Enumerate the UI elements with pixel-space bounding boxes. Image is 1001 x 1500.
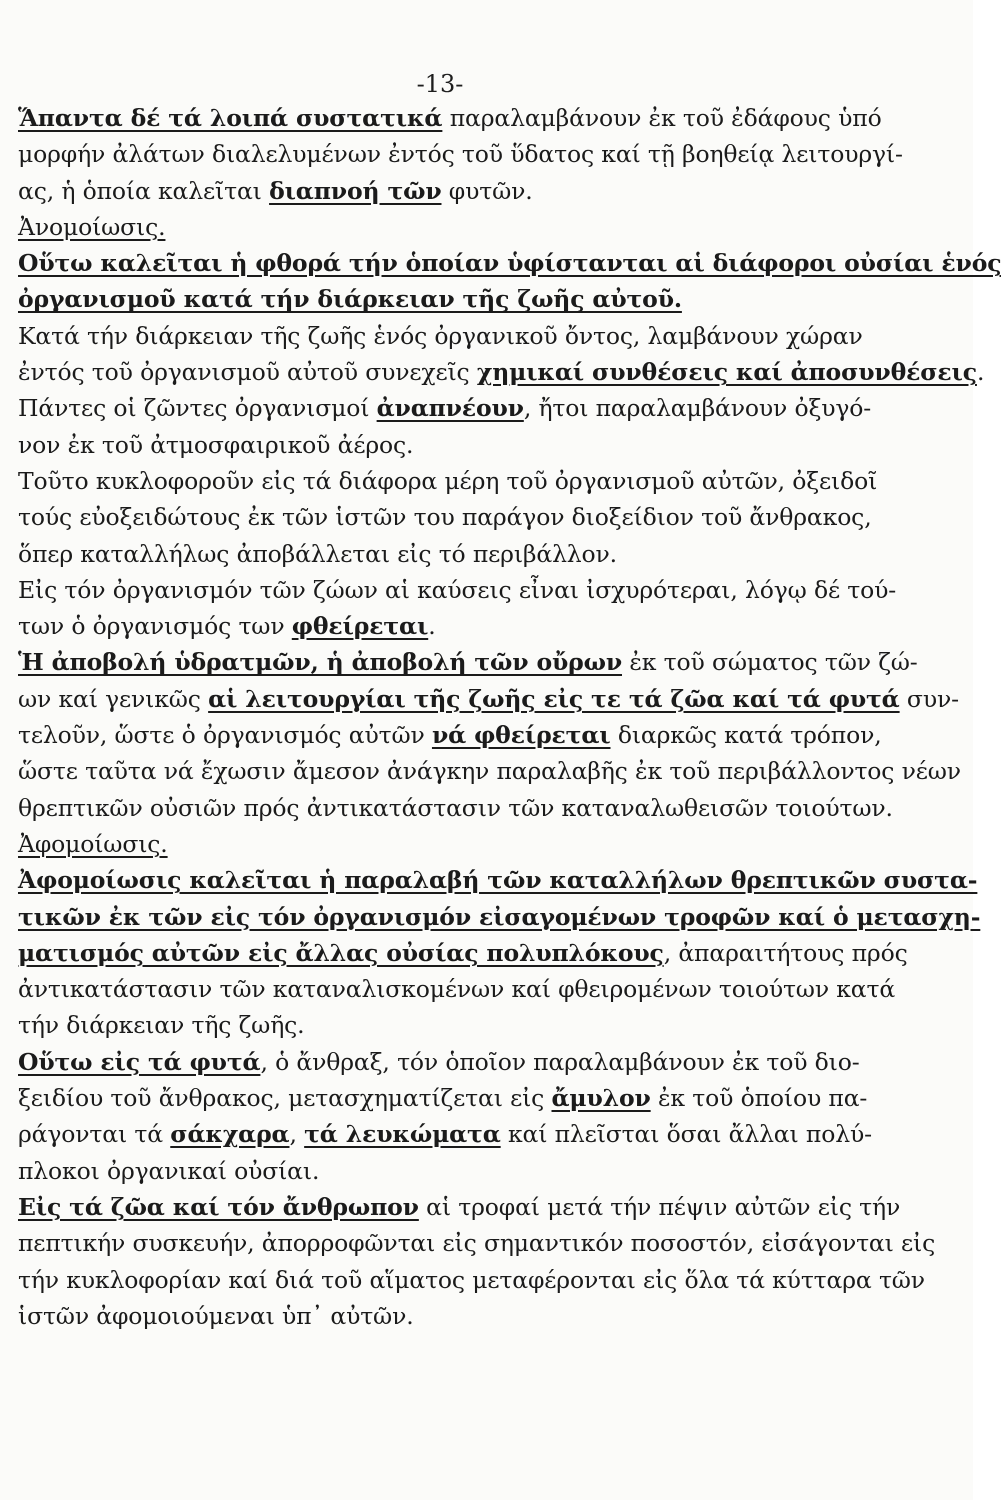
text-line <box>18 1044 958 1080</box>
text-line <box>18 899 981 935</box>
text-line <box>18 463 958 499</box>
underlined-phrase: αἱ λειτουργίαι τῆς ζωῆς εἰς τε τά ζῶα καί τά φυτά <box>208 684 900 713</box>
text-line <box>18 717 958 753</box>
text-segment: τελοῦν, ὥστε ὁ ὀργανισμός αὐτῶν <box>18 721 432 750</box>
underlined-phrase: Οὕτω εἰς τά φυτά <box>18 1047 261 1076</box>
text-segment: τήν διάρκειαν τῆς ζωῆς. <box>18 1011 305 1040</box>
text-segment: ράγονται τά <box>18 1120 171 1149</box>
section-heading: Ἀνομοίωσις. <box>18 212 166 241</box>
text-line <box>18 136 958 172</box>
underlined-phrase: Ἡ ἀποβολή ὑδρατμῶν, ἡ ἀποβολή τῶν οὔρων <box>18 648 622 677</box>
text-segment: ἀντικατάστασιν τῶν καταναλισκομένων καί φθειρομένων τοιούτων κατά <box>18 975 896 1004</box>
text-line <box>18 281 958 317</box>
text-line <box>18 681 958 717</box>
text-segment: ἐντός τοῦ ὀργανισμοῦ αὐτοῦ συνεχεῖς <box>18 358 477 387</box>
body-text <box>18 100 1001 1334</box>
text-line <box>18 971 958 1007</box>
underlined-phrase: ἄμυλον <box>551 1084 651 1113</box>
text-line <box>18 499 958 535</box>
underlined-phrase: τά λευκώματα <box>304 1120 501 1149</box>
underlined-phrase: φθείρεται <box>291 612 429 641</box>
text-line <box>18 354 985 390</box>
text-segment: φυτῶν. <box>441 176 533 205</box>
text-segment: αἱ τροφαί μετά τήν πέψιν αὐτῶν εἰς τήν <box>418 1192 901 1221</box>
text-segment: πεπτικήν συσκευήν, ἀπορροφῶνται εἰς σημαντικόν ποσοστόν, εἰσάγονται εἰς <box>18 1229 936 1258</box>
text-segment: , ἤτοι παραλαμβάνουν ὀξυγό- <box>523 394 872 423</box>
text-segment: παραλαμβάνουν ἐκ τοῦ ἐδάφους ὑπό <box>442 104 882 132</box>
underlined-phrase: διαπνοή τῶν <box>269 176 442 205</box>
text-segment: θρεπτικῶν οὐσιῶν πρός ἀντικατάστασιν τῶν καταναλωθεισῶν τοιούτων. <box>18 793 893 822</box>
text-line <box>18 753 961 789</box>
text-segment: Εἰς τόν ὀργανισμόν τῶν ζώων αἱ καύσεις εἶναι ἰσχυρότεραι, λόγῳ δέ τού- <box>18 575 897 604</box>
underlined-phrase: Ἅπαντα δέ τά λοιπά συστατικά <box>18 104 443 132</box>
text-segment: συν- <box>899 684 959 713</box>
text-line <box>18 826 958 862</box>
text-segment: ας, ἡ ὁποία καλεῖται <box>18 176 270 205</box>
section-heading: Ἀφομοίωσις. <box>18 829 168 858</box>
text-segment: . <box>976 358 985 387</box>
text-line <box>18 608 958 644</box>
text-line <box>18 644 958 680</box>
underlined-phrase: χημικαί συνθέσεις καί ἀποσυνθέσεις <box>476 358 977 387</box>
text-line <box>18 318 958 354</box>
text-line <box>18 427 958 463</box>
text-segment: Κατά τήν διάρκειαν τῆς ζωῆς ἑνός ὀργανικοῦ ὄντος, λαμβάνουν χώραν <box>18 321 863 350</box>
underlined-phrase: τικῶν ἐκ τῶν εἰς τόν ὀργανισμόν εἰσαγομένων τροφῶν καί ὁ μετασχη- <box>18 902 981 931</box>
text-line <box>18 1298 958 1334</box>
text-line <box>18 1080 958 1116</box>
text-line <box>18 1225 958 1261</box>
text-segment: των ὁ ὀργανισμός των <box>18 612 292 641</box>
underlined-phrase: ματισμός αὐτῶν εἰς ἄλλας οὐσίας πολυπλόκους <box>18 938 664 967</box>
text-segment: , <box>289 1120 305 1149</box>
text-line <box>18 390 958 426</box>
text-segment: καί πλεῖσται ὅσαι ἄλλαι πολύ- <box>500 1120 872 1149</box>
text-segment: Τοῦτο κυκλοφοροῦν εἰς τά διάφορα μέρη τοῦ ὀργανισμοῦ αὐτῶν, ὀξειδοῖ <box>18 466 878 495</box>
text-line <box>18 935 958 971</box>
text-segment: ἐκ τοῦ ὁποίου πα- <box>650 1084 868 1113</box>
text-segment: τήν κυκλοφορίαν καί διά τοῦ αἵματος μεταφέρονται εἰς ὅλα τά κύτταρα τῶν <box>18 1265 925 1294</box>
text-line <box>18 209 958 245</box>
text-segment: μορφήν ἀλάτων διαλελυμένων ἐντός τοῦ ὕδατος καί τῇ βοηθείᾳ λειτουργί- <box>18 140 903 169</box>
text-segment: ἱστῶν ἀφομοιούμεναι ὑπ᾽ αὐτῶν. <box>18 1301 414 1330</box>
text-segment: , ὁ ἄνθραξ, τόν ὁποῖον παραλαμβάνουν ἐκ τοῦ διο- <box>260 1047 860 1076</box>
text-segment: ἐκ τοῦ σώματος τῶν ζώ- <box>622 648 918 677</box>
underlined-phrase: Οὕτω καλεῖται ἡ φθορά τήν ὁποίαν ὑφίστανται αἱ διάφοροι οὐσίαι ἑνός <box>18 249 1001 278</box>
text-line <box>18 1189 958 1225</box>
text-line <box>18 1153 958 1189</box>
text-line <box>18 536 958 572</box>
underlined-phrase: ὀργανισμοῦ κατά τήν διάρκειαν τῆς ζωῆς αὐτοῦ. <box>18 285 682 314</box>
text-segment: . <box>428 612 436 641</box>
underlined-phrase: σάκχαρα <box>170 1120 290 1149</box>
underlined-phrase: νά φθείρεται <box>431 721 611 750</box>
text-line <box>18 173 958 209</box>
text-segment: τούς εὐοξειδώτους ἐκ τῶν ἱστῶν του παράγον διοξείδιον τοῦ ἄνθρακος, <box>18 503 872 532</box>
page-number: -13- <box>416 70 464 98</box>
text-line <box>18 862 978 898</box>
text-line <box>18 1116 958 1152</box>
text-segment: ων καί γενικῶς <box>18 684 209 713</box>
text-segment: ξειδίου τοῦ ἄνθρακος, μετασχηματίζεται εἰς <box>18 1084 552 1113</box>
text-segment: , ἀπαραιτήτους πρός <box>663 938 908 967</box>
text-segment: Πάντες οἱ ζῶντες ὀργανισμοί <box>18 394 377 423</box>
text-segment: νον ἐκ τοῦ ἀτμοσφαιρικοῦ ἀέρος. <box>18 430 414 459</box>
text-line <box>18 245 1001 281</box>
text-segment: διαρκῶς κατά τρόπον, <box>610 721 882 750</box>
underlined-phrase: Εἰς τά ζῶα καί τόν ἄνθρωπον <box>18 1192 419 1221</box>
text-line <box>18 100 958 136</box>
underlined-phrase: ἀναπνέουν <box>376 394 524 423</box>
text-line <box>18 1007 958 1043</box>
text-line <box>18 790 958 826</box>
text-segment: ὅπερ καταλλήλως ἀποβάλλεται εἰς τό περιβάλλον. <box>18 539 618 568</box>
text-line <box>18 572 958 608</box>
text-line <box>18 1262 958 1298</box>
text-segment: πλοκοι ὀργανικαί οὐσίαι. <box>18 1156 320 1185</box>
text-segment: ὥστε ταῦτα νά ἔχωσιν ἄμεσον ἀνάγκην παραλαβῆς ἐκ τοῦ περιβάλλοντος νέων <box>18 757 961 786</box>
underlined-phrase: Ἀφομοίωσις καλεῖται ἡ παραλαβή τῶν καταλλήλων θρεπτικῶν συστα- <box>18 866 978 895</box>
